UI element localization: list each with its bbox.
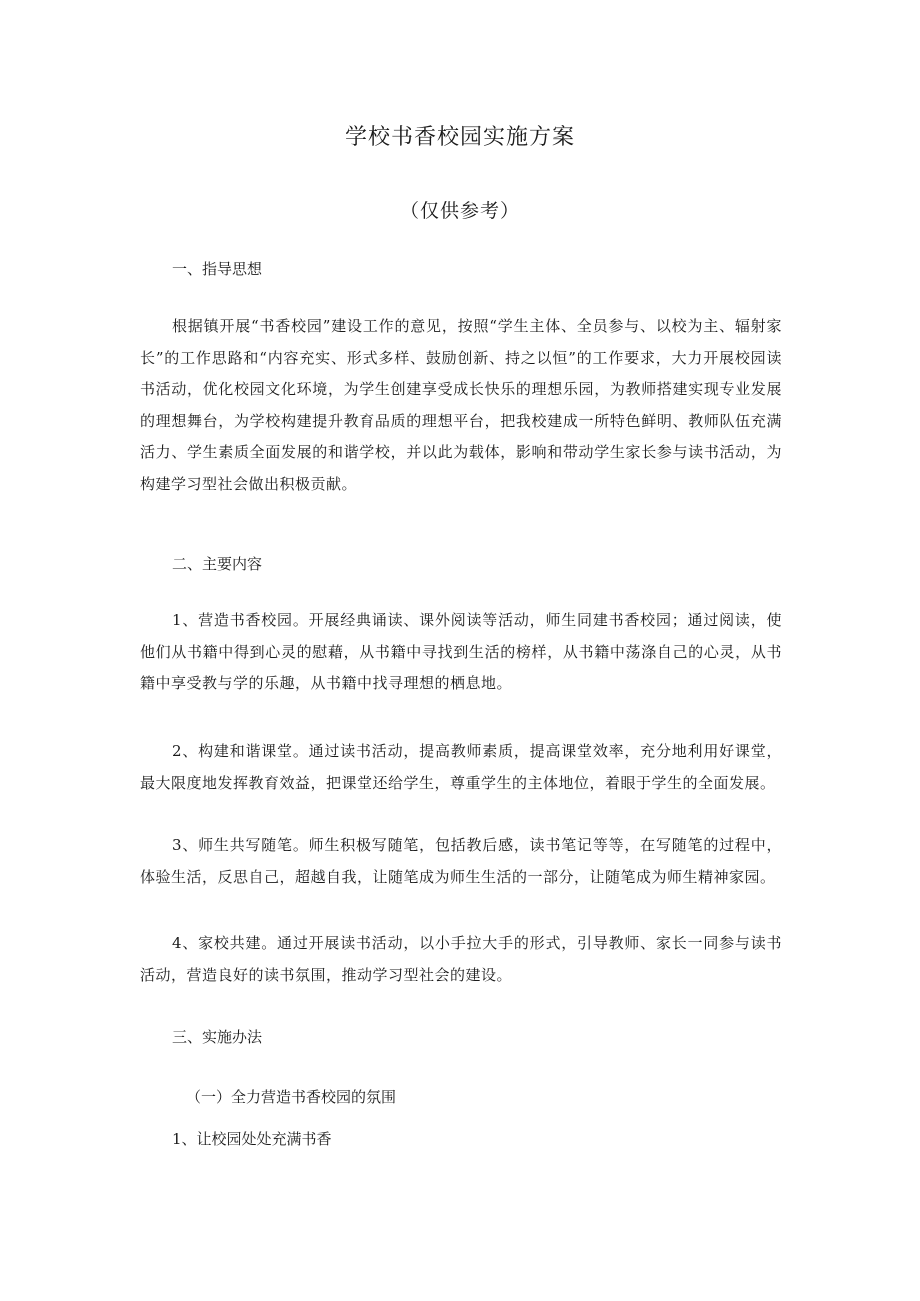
list-item-campus-book-fragrance: 1、让校园处处充满书香 — [172, 1130, 332, 1148]
paragraph-item-3: 3、师生共写随笔。师生积极写随笔，包括教后感，读书笔记等等，在写随笔的过程中，体验生活，反思自己，超越自我，让随笔成为师生生活的一部分，让随笔成为师生精神家园。 — [140, 836, 782, 886]
paragraph-item-1: 1、营造书香校园。开展经典诵读、课外阅读等活动，师生同建书香校园；通过阅读，使他们从书籍中得到心灵的慰藉，从书籍中寻找到生活的榜样，从书籍中荡涤自己的心灵，从书籍中享受教与学的乐趣，从书籍中找寻理想的栖息地。 — [140, 611, 782, 692]
paragraph-item-4: 4、家校共建。通过开展读书活动，以小手拉大手的形式，引导教师、家长一同参与读书活动，营造良好的读书氛围，推动学习型社会的建设。 — [140, 934, 782, 984]
section-heading-implementation: 三、实施办法 — [172, 1028, 263, 1046]
section-heading-guiding-ideology: 一、指导思想 — [172, 260, 263, 278]
document-subtitle: （仅供参考） — [399, 200, 520, 222]
document-title: 学校书香校园实施方案 — [344, 125, 575, 150]
paragraph-guiding-ideology: 根据镇开展“书香校园”建设工作的意见，按照“学生主体、全员参与、以校为主、辐射家长”的工作思路和“内容充实、形式多样、鼓励创新、持之以恒”的工作要求，大力开展校园读书活动，优化校园文化环境，为学生创建享受成长快乐的理想乐园，为教师搭建实现专业发展的理想舞台，为学校构建提升教育品质的理想平台，把我校建成一所特色鲜明、教师队伍充满活力、学生素质全面发展的和谐学校，并以此为载体，影响和带动学生家长参与读书活动，为构建学习型社会做出积极贡献。 — [140, 317, 782, 493]
paragraph-item-2: 2、构建和谐课堂。通过读书活动，提高教师素质，提高课堂效率，充分地利用好课堂，最大限度地发挥教育效益，把课堂还给学生，尊重学生的主体地位，着眼于学生的全面发展。 — [140, 742, 782, 792]
subsection-heading-atmosphere: （一）全力营造书香校园的氛围 — [186, 1088, 397, 1106]
section-heading-main-content: 二、主要内容 — [172, 555, 263, 573]
